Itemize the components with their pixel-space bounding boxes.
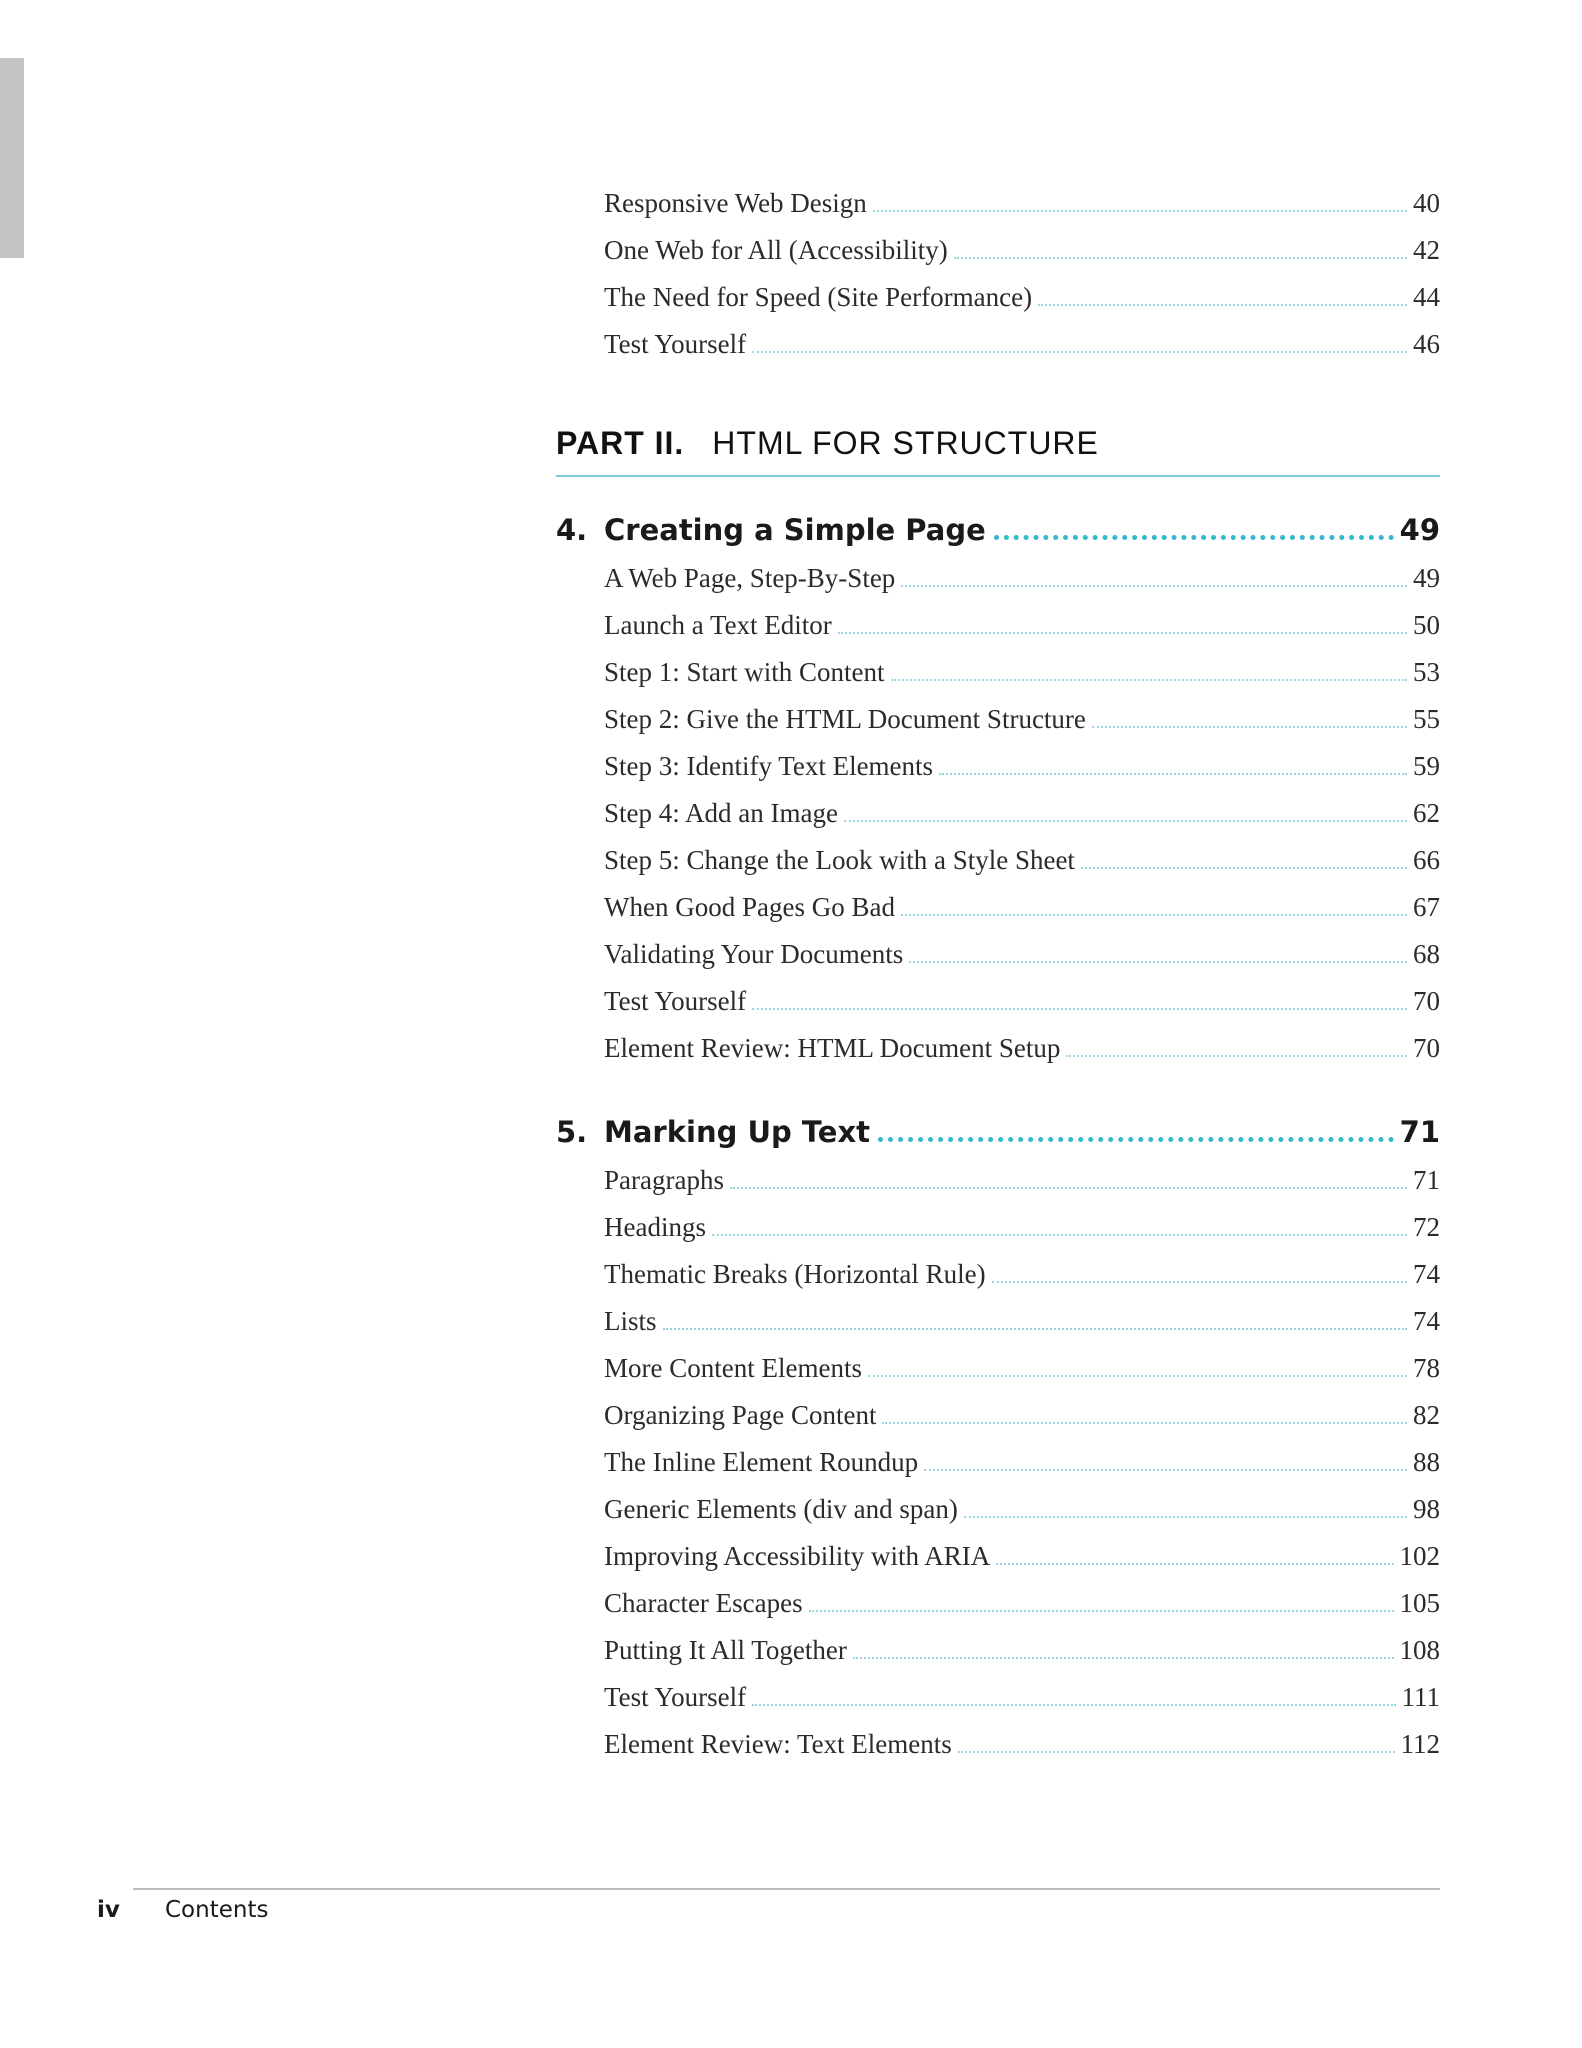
toc-entry-title: When Good Pages Go Bad [604,892,895,922]
toc-entry-page: 105 [1399,1588,1440,1618]
chapter-title: Marking Up Text [604,1115,871,1149]
chapter-number: 4. [556,513,588,547]
toc-entry-page: 40 [1413,188,1440,218]
toc-entry-page: 46 [1413,329,1440,359]
toc-entry[interactable] [604,845,1440,885]
toc-entry-title: Launch a Text Editor [604,610,832,640]
toc-entry-page: 59 [1413,751,1440,781]
toc-entry[interactable] [604,704,1440,744]
dot-leader [939,773,1407,775]
toc-entry[interactable] [604,563,1440,603]
dot-leader [958,1751,1395,1753]
toc-entry[interactable] [604,1541,1440,1581]
dot-leader [844,820,1407,822]
chapter-page: 71 [1399,1115,1440,1149]
toc-entry-title: Step 4: Add an Image [604,798,838,828]
dot-leader [878,1137,1394,1142]
toc-entry-title: Generic Elements (div and span) [604,1494,958,1524]
dot-leader [752,1704,1395,1706]
toc-entry[interactable] [604,892,1440,932]
toc-entry-page: 98 [1413,1494,1440,1524]
toc-entry-title: Putting It All Together [604,1635,847,1665]
toc-entry-page: 82 [1413,1400,1440,1430]
part-label: PART II. [556,425,685,461]
toc-entry-title: Step 2: Give the HTML Document Structure [604,704,1086,734]
toc-entry-title: Character Escapes [604,1588,803,1618]
dot-leader [909,961,1407,963]
dot-leader [954,257,1407,259]
toc-entry-page: 78 [1413,1353,1440,1383]
toc-entry[interactable] [604,1447,1440,1487]
toc-entry-page: 88 [1413,1447,1440,1477]
toc-entry-title: Lists [604,1306,657,1336]
toc-entry-title: Paragraphs [604,1165,724,1195]
dot-leader [838,632,1407,634]
toc-entry-title: Element Review: Text Elements [604,1729,952,1759]
toc-entry-page: 111 [1401,1682,1440,1712]
dot-leader [964,1516,1407,1518]
dot-leader [868,1375,1407,1377]
page-edge-tab [0,58,24,258]
dot-leader [853,1657,1394,1659]
toc-entry-title: Improving Accessibility with ARIA [604,1541,991,1571]
footer-page-number: iv [97,1897,120,1923]
footer-divider [133,1888,1440,1890]
toc-entry-title: The Need for Speed (Site Performance) [604,282,1033,312]
dot-leader [882,1422,1407,1424]
chapter-title: Creating a Simple Page [604,513,986,547]
toc-entry-title: One Web for All (Accessibility) [604,235,948,265]
dot-leader [992,1281,1407,1283]
toc-entry-page: 71 [1413,1165,1440,1195]
dot-leader [901,585,1407,587]
toc-entry[interactable] [604,1635,1440,1675]
toc-entry[interactable] [604,1682,1440,1722]
dot-leader [752,351,1407,353]
toc-entry-title: Organizing Page Content [604,1400,877,1430]
toc-entry-page: 42 [1413,235,1440,265]
chapter-heading[interactable] [556,513,1440,557]
toc-entry[interactable] [604,1259,1440,1299]
chapter-page: 49 [1399,513,1440,547]
toc-entry-title: The Inline Element Roundup [604,1447,919,1477]
toc-entry-title: Step 5: Change the Look with a Style Sheet [604,845,1075,875]
toc-entry-page: 74 [1413,1306,1440,1336]
toc-entry-page: 72 [1413,1212,1440,1242]
dot-leader [1066,1055,1407,1057]
dot-leader [1038,304,1407,306]
toc-entry[interactable] [604,657,1440,697]
toc-entry-title: Step 3: Identify Text Elements [604,751,934,781]
toc-entry-page: 44 [1413,282,1440,312]
footer-section-label: Contents [165,1897,269,1923]
toc-entry[interactable] [604,1588,1440,1628]
toc-entry[interactable] [604,1212,1440,1252]
toc-entry-page: 50 [1413,610,1440,640]
dot-leader [873,210,1407,212]
toc-entry[interactable] [604,282,1440,322]
toc-entry[interactable] [604,1400,1440,1440]
toc-entry-title: Test Yourself [604,1682,747,1712]
dot-leader [663,1328,1407,1330]
chapter-number: 5. [556,1115,588,1149]
toc-entry[interactable] [604,188,1440,228]
toc-entry-page: 66 [1413,845,1440,875]
dot-leader [1081,867,1407,869]
toc-entry-page: 53 [1413,657,1440,687]
dot-leader [712,1234,1407,1236]
toc-entry-page: 108 [1399,1635,1440,1665]
toc-entry[interactable] [604,329,1440,369]
toc-entry[interactable] [604,986,1440,1026]
toc-entry[interactable] [604,1033,1440,1073]
chapter-heading[interactable] [556,1115,1440,1159]
toc-entry-title: More Content Elements [604,1353,862,1383]
toc-entry-page: 70 [1413,986,1440,1016]
toc-entry[interactable] [604,1165,1440,1205]
toc-entry-title: Thematic Breaks (Horizontal Rule) [604,1259,986,1289]
toc-entry[interactable] [604,1353,1440,1393]
toc-entry[interactable] [604,798,1440,838]
toc-entry-title: Validating Your Documents [604,939,904,969]
toc-entry-page: 112 [1400,1729,1440,1759]
part-heading [556,425,1440,477]
toc-entry[interactable] [604,610,1440,650]
part-title: HTML FOR STRUCTURE [712,425,1099,461]
dot-leader [901,914,1407,916]
dot-leader [924,1469,1407,1471]
toc-entry-page: 68 [1413,939,1440,969]
toc-entry-title: Responsive Web Design [604,188,867,218]
toc-entry-title: Headings [604,1212,706,1242]
toc-entry-page: 74 [1413,1259,1440,1289]
toc-entry-title: Element Review: HTML Document Setup [604,1033,1061,1063]
toc-entry-page: 62 [1413,798,1440,828]
toc-entry-title: Step 1: Start with Content [604,657,885,687]
dot-leader [996,1563,1393,1565]
toc-entry[interactable] [604,751,1440,791]
toc-entry-page: 55 [1413,704,1440,734]
dot-leader [994,535,1394,540]
toc-entry-title: A Web Page, Step-By-Step [604,563,896,593]
toc-entry[interactable] [604,235,1440,275]
toc-entry[interactable] [604,1306,1440,1346]
dot-leader [752,1008,1407,1010]
toc-entry[interactable] [604,1494,1440,1534]
dot-leader [1092,726,1407,728]
toc-entry-page: 70 [1413,1033,1440,1063]
toc-entry-page: 49 [1413,563,1440,593]
toc-entry[interactable] [604,939,1440,979]
toc-entry-title: Test Yourself [604,986,747,1016]
toc-entry-page: 67 [1413,892,1440,922]
toc-entry[interactable] [604,1729,1440,1769]
dot-leader [809,1610,1394,1612]
toc-entry-page: 102 [1399,1541,1440,1571]
toc-entry-title: Test Yourself [604,329,747,359]
dot-leader [730,1187,1407,1189]
dot-leader [891,679,1408,681]
